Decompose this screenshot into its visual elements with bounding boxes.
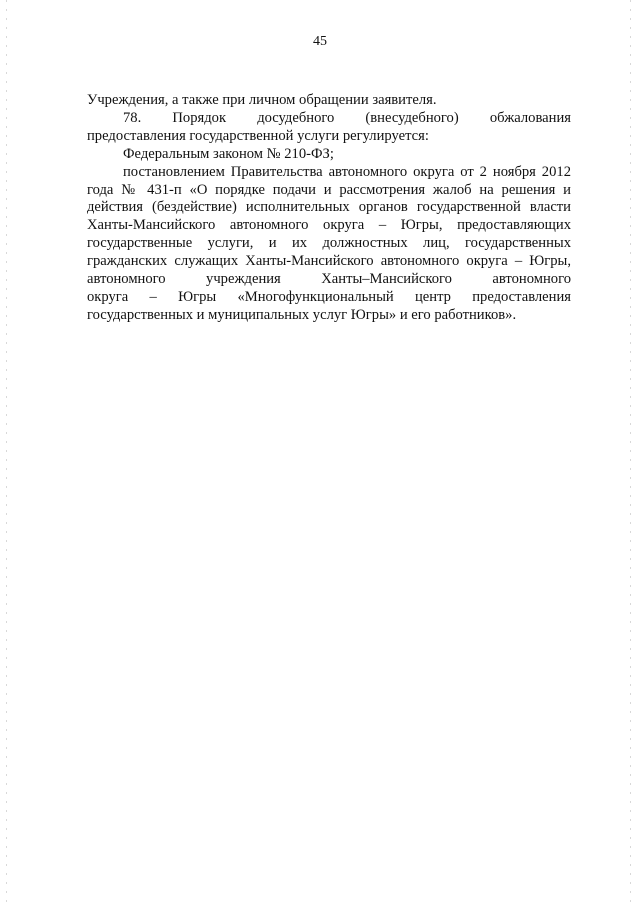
text-line: предоставления государственной услуги регулируется: [87,127,429,144]
text-line: действия (бездействие) исполнительных органов государственной власти [87,199,571,216]
page-number: 45 [313,34,327,49]
text-line: государственных и муниципальных услуг Югры» и его работников». [87,306,517,323]
text-line: года № 431-п «О порядке подачи и рассмотрения жалоб на решения и [87,181,571,198]
text-line: автономного учреждения Ханты–Мансийского автономного [87,271,571,288]
scan-edge-right [630,0,631,905]
text-line: Учреждения, а также при личном обращении заявителя. [87,92,437,108]
text-line: гражданских служащих Ханты-Мансийского автономного округа – Югры, [87,253,571,270]
document-body [87,92,571,325]
text-line: Федеральным законом № 210-ФЗ; [123,145,334,162]
text-line: государственные услуги, и их должностных лиц, государственных [87,235,571,252]
text-line: 78. Порядок досудебного (внесудебного) обжалования [123,109,571,126]
text-line: Ханты-Мансийского автономного округа – Югры, предоставляющих [87,217,571,234]
text-line: округа – Югры «Многофункциональный центр предоставления [87,288,571,305]
text-line: постановлением Правительства автономного округа от 2 ноября 2012 [123,163,571,180]
scan-edge-left [6,0,7,905]
